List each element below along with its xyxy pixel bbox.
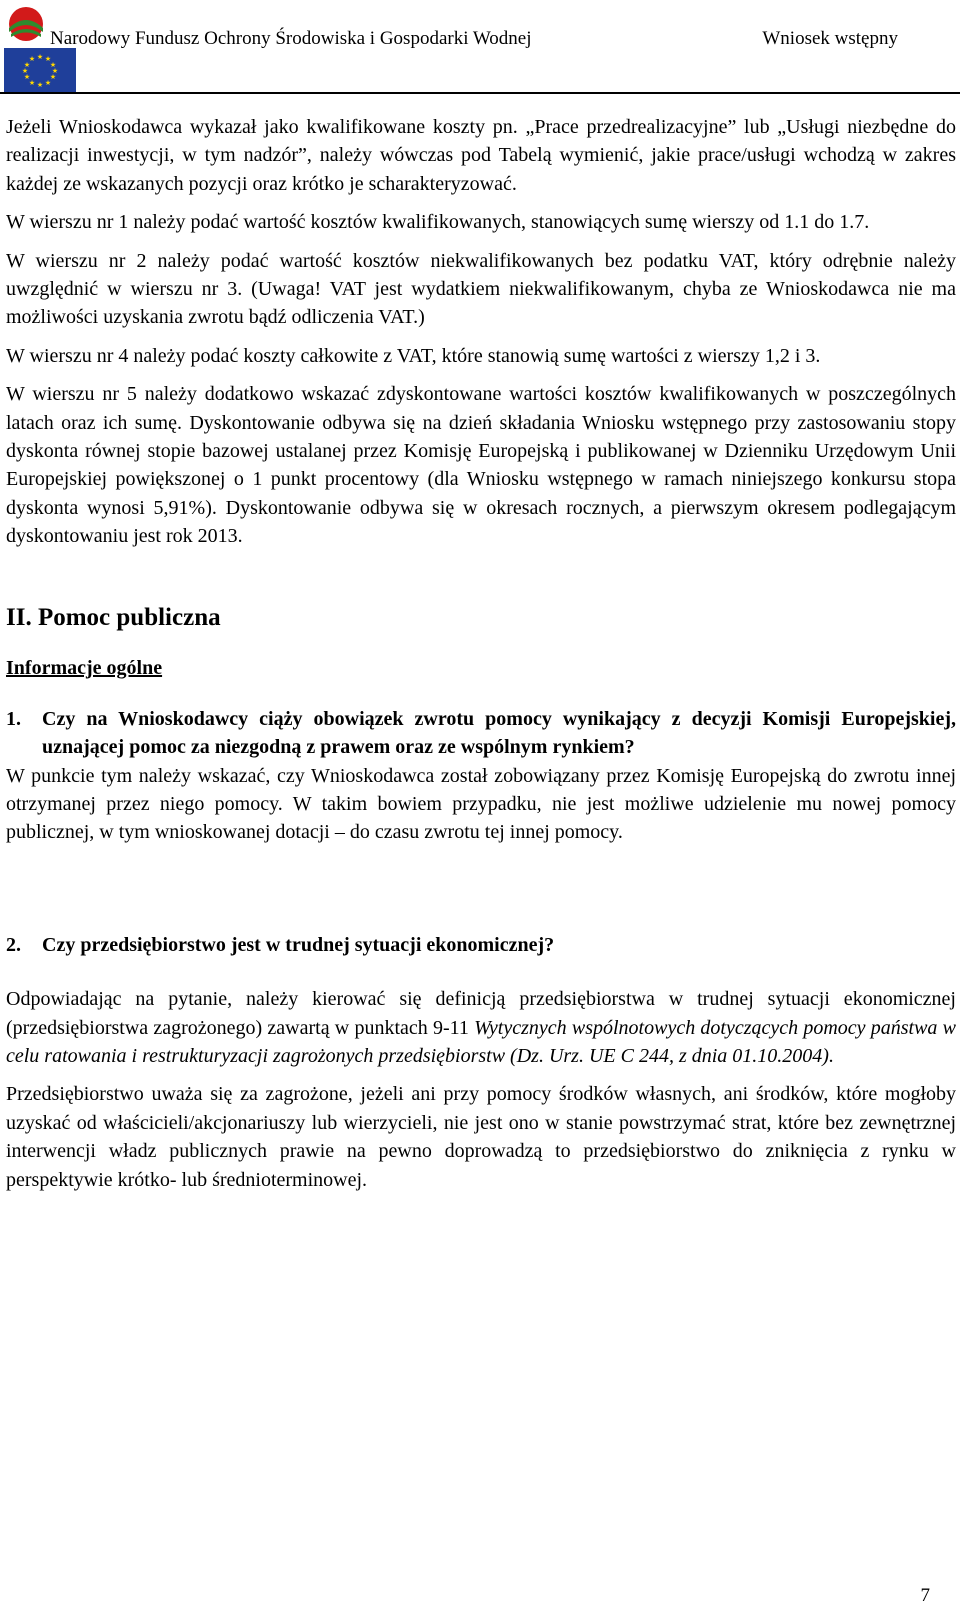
question-text: Czy przedsiębiorstwo jest w trudnej sytuacji ekonomicznej? (42, 933, 555, 956)
document-type: Wniosek wstępny (762, 28, 898, 49)
page-header (0, 0, 960, 93)
question-text: Czy na Wnioskodawcy ciąży obowiązek zwrotu pomocy wynikający z decyzji Komisji Europejskiej, uznającej pomoc za niezgodną z prawem oraz ze wspólnym rynkiem? (42, 707, 956, 759)
svg-text:★: ★ (44, 79, 52, 87)
answer-2-definition: Przedsiębiorstwo uważa się za zagrożone, jeżeli ani przy pomocy środków własnych, ani środków, które mogłoby uzyskać od właścicieli/akcjonariuszy lub wierzycieli, nie jest ono w stanie powstrzymać strat, które bez zewnętrznej interwencji władz publicznych prawie na pewno doprowadzą to przedsiębiorstwo do zniknięcia z rynku w perspektywie krótko- lub średnioterminowej. (6, 1083, 956, 1191)
answer-2-intro (6, 985, 956, 1070)
question-1 (6, 705, 956, 762)
answer-2-text: Odpowiadając na pytanie, należy kierować się definicją przedsiębiorstwa w trudnej sytuacji ekonomicznej (przedsiębiorstwa zagrożonego) zawartą w punktach 9-11 (6, 988, 956, 1039)
page-number: 7 (920, 1585, 930, 1606)
document-body (6, 113, 956, 1194)
svg-text:★: ★ (28, 79, 36, 87)
svg-text:★: ★ (36, 81, 44, 89)
header-rule (0, 92, 960, 94)
paragraph-qualified-costs: Jeżeli Wnioskodawca wykazał jako kwalifikowane koszty pn. „Prace przedrealizacyjne” lub „Usługi niezbędne do realizacji inwestycji, w tym nadzór”, należy wówczas pod Tabelą wymienić, jakie prace/usługi wchodzą w zakres każdej ze wskazanych pozycji oraz krótko je scharakteryzować. (6, 116, 956, 195)
answer-1: W punkcie tym należy wskazać, czy Wnioskodawca został zobowiązany przez Komisję Europejską do zwrotu innej otrzymanej przez niego pomocy. W takim bowiem przypadku, nie jest możliwe udzielenie mu nowej pomocy publicznej, w tym wnioskowanej dotacji – do czasu zwrotu tej innej pomocy. (6, 764, 956, 844)
answer-2-citation: Wytycznych wspólnotowych dotyczących pomocy państwa w celu ratowania i restrukturyzacji zagrożonych przedsiębiorstw (Dz. Urz. UE C 244, z dnia 01.10.2004). (6, 1016, 956, 1067)
svg-text:★: ★ (49, 61, 57, 69)
svg-text:★: ★ (23, 73, 31, 81)
question-number: 2. (6, 933, 21, 956)
eu-flag-icon (4, 48, 76, 92)
paragraph-row-2: W wierszu nr 2 należy podać wartość kosztów niekwalifikowanych bez podatku VAT, który odrębnie należy uwzględnić w wierszu nr 3. (Uwaga! VAT jest wydatkiem niekwalifikowanym, chyba ze Wnioskodawca nie ma możliwości uzyskania zwrotu bądź odliczenia VAT.) (6, 249, 956, 329)
section-subtitle: Informacje ogólne (6, 656, 163, 679)
nfosigw-logo-icon (6, 4, 46, 44)
svg-text:★: ★ (44, 55, 52, 63)
svg-text:★: ★ (51, 67, 59, 75)
organization-name: Narodowy Fundusz Ochrony Środowiska i Gospodarki Wodnej (50, 28, 532, 49)
paragraph-row-4: W wierszu nr 4 należy podać koszty całkowite z VAT, które stanowią sumę wartości z wierszy 1,2 i 3. (6, 344, 821, 367)
section-title: II. Pomoc publiczna (6, 603, 221, 631)
svg-text:★: ★ (49, 73, 57, 81)
question-number: 1. (6, 707, 21, 730)
paragraph-row-1: W wierszu nr 1 należy podać wartość kosztów kwalifikowanych, stanowiących sumę wierszy od 1.1 do 1.7. (6, 211, 870, 234)
question-2 (6, 931, 956, 959)
svg-text:★: ★ (28, 55, 36, 63)
svg-text:★: ★ (36, 53, 44, 61)
svg-text:★: ★ (23, 61, 31, 69)
svg-text:★: ★ (21, 67, 29, 75)
paragraph-row-5: W wierszu nr 5 należy dodatkowo wskazać zdyskontowane wartości kosztów kwalifikowanych w poszczególnych latach oraz ich sumę. Dyskontowanie odbywa się na dzień składania Wniosku wstępnego przy zastosowaniu stopy dyskonta równej stopie bazowej ustalanej przez Komisję Europejską i publikowanej w Dzienniku Urzędowym Unii Europejskiej powiększonej o 1 punkt procentowy (dla Wniosku wstępnego w ramach niniejszego konkursu stopa dyskonta wynosi 5,91%). Dyskontowanie odbywa się w okresach rocznych, a pierwszym okresem podlegającym dyskontowaniu jest rok 2013. (6, 383, 956, 548)
